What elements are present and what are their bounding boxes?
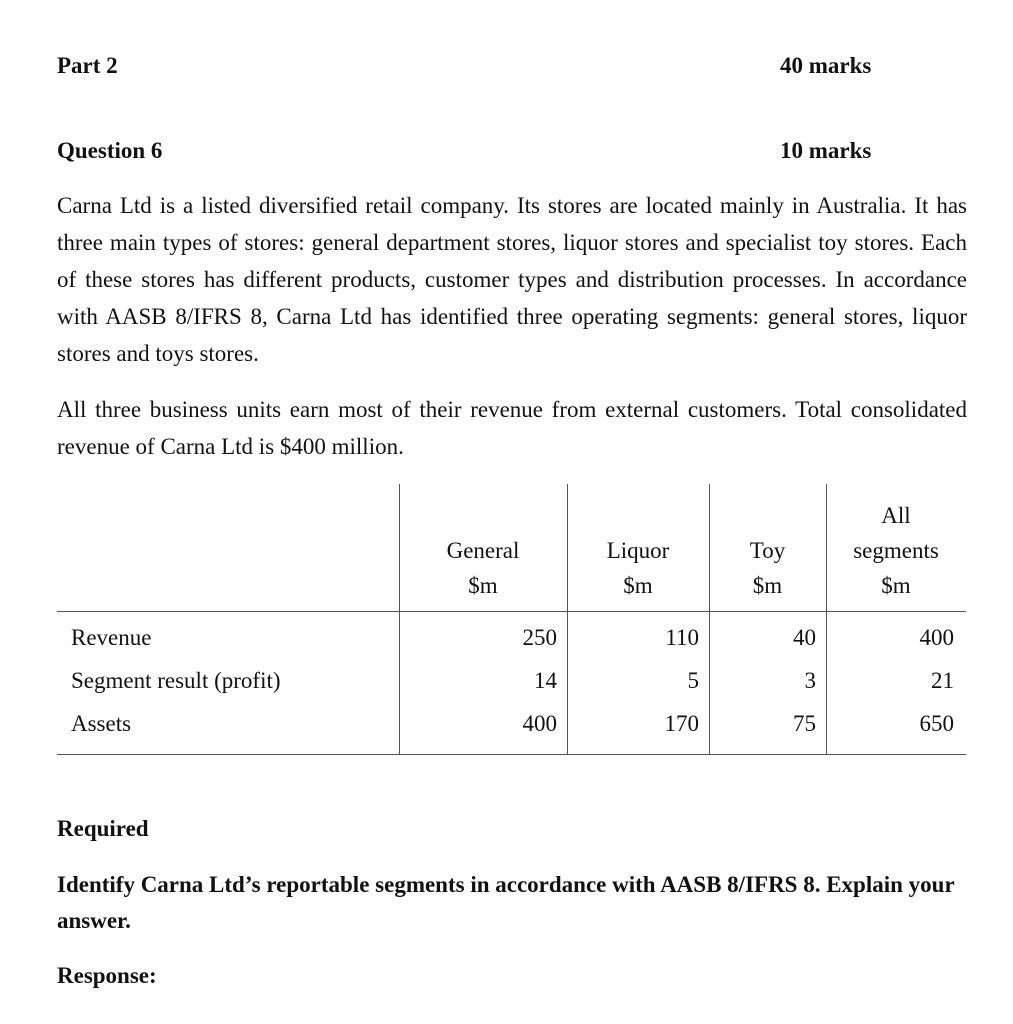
table-cell: 400 bbox=[522, 711, 557, 736]
required-instruction: Identify Carna Ltd’s reportable segments in accordance with AASB 8/IFRS 8. Explain your answer. bbox=[57, 872, 955, 933]
table-header-liquor: Liquor $m bbox=[606, 538, 670, 598]
table-header-rule bbox=[57, 611, 966, 612]
table-cell: 250 bbox=[522, 625, 557, 650]
table-header-toy: Toy $m bbox=[749, 538, 786, 598]
table-cell: 14 bbox=[534, 668, 557, 693]
segment-table bbox=[57, 484, 966, 755]
table-row-label-segment-result: Segment result (profit) bbox=[71, 668, 281, 693]
question-paragraph-2: All three business units earn most of their revenue from external customers. Total consolidated revenue of Carna Ltd is $400 million. bbox=[57, 397, 967, 459]
table-cell: 40 bbox=[793, 625, 816, 650]
table-cell: 5 bbox=[687, 668, 699, 693]
part-title: Part 2 bbox=[57, 53, 118, 78]
question-paragraph-1: Carna Ltd is a listed diversified retail company. Its stores are located mainly in Australia. It has three main types of stores: general department stores, liquor stores and specialist toy stores. Each of these stores has different products, customer types and distribution processes. In accordance with AASB 8/IFRS 8, Carna Ltd has identified three operating segments: general stores, liquor stores and toys stores. bbox=[57, 193, 967, 366]
table-cell: 75 bbox=[793, 711, 816, 736]
question-marks: 10 marks bbox=[780, 138, 872, 163]
part-marks: 40 marks bbox=[780, 53, 872, 78]
table-cell: 170 bbox=[664, 711, 699, 736]
table-row-label-assets: Assets bbox=[71, 711, 132, 736]
table-cell: 110 bbox=[665, 625, 699, 650]
response-label: Response: bbox=[57, 963, 157, 988]
table-cell: 400 bbox=[919, 625, 954, 650]
table-header-all-segments: All segments $m bbox=[853, 503, 939, 598]
table-cell: 650 bbox=[919, 711, 954, 736]
question-title: Question 6 bbox=[57, 138, 163, 163]
table-bottom-rule bbox=[57, 754, 966, 755]
table-row-label-revenue: Revenue bbox=[71, 625, 152, 650]
table-cell: 3 bbox=[804, 668, 816, 693]
table-cell: 21 bbox=[931, 668, 954, 693]
table-header-general: General $m bbox=[446, 538, 520, 598]
required-heading: Required bbox=[57, 816, 149, 841]
